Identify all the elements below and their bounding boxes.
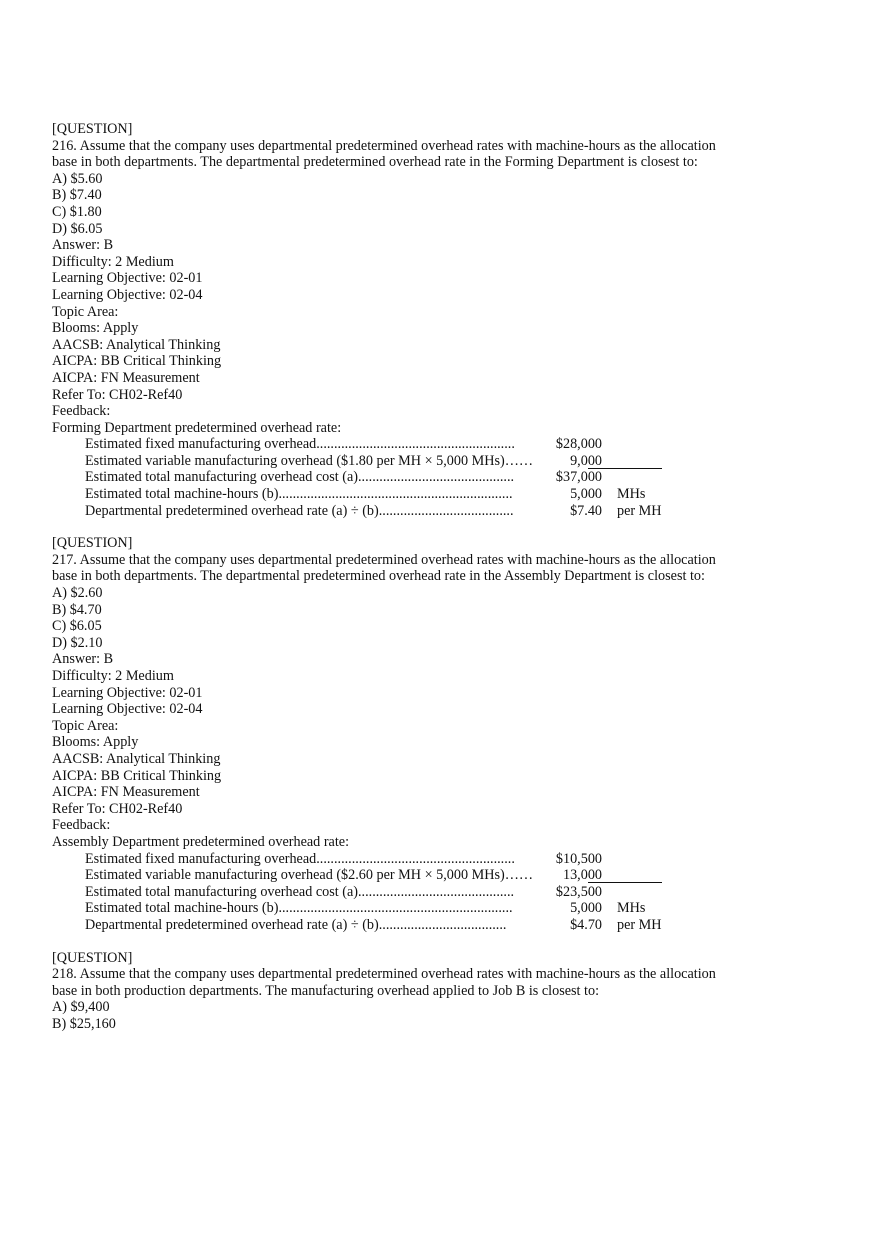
calc-desc: Estimated total manufacturing overhead cost (a)............................................ xyxy=(85,469,515,486)
feedback-title: Assembly Department predetermined overhead rate: xyxy=(52,833,350,850)
calc-unit: MHs xyxy=(617,900,646,917)
aacsb: AACSB: Analytical Thinking xyxy=(52,750,221,767)
calc-row xyxy=(52,469,742,486)
question-tag: [QUESTION] xyxy=(52,535,133,552)
calc-desc: Estimated fixed manufacturing overhead........................................................ xyxy=(85,436,515,453)
option-b: B) $7.40 xyxy=(52,187,102,204)
option-a: A) $2.60 xyxy=(52,585,103,602)
calc-desc: Estimated total manufacturing overhead cost (a)............................................ xyxy=(85,883,515,900)
calc-row xyxy=(52,486,742,503)
calc-unit: per MH xyxy=(617,502,662,519)
calc-desc: Departmental predetermined overhead rate (a) ÷ (b)...................................... xyxy=(85,502,514,519)
question-tag: [QUESTION] xyxy=(52,949,133,966)
feedback-title: Forming Department predetermined overhead rate: xyxy=(52,419,342,436)
calc-amount: 9,000 xyxy=(570,452,602,469)
question-stem: 218. Assume that the company uses departmental predetermined overhead rates with machine-hours as the allocation base in both production departments. The manufacturing overhead applied to Job B is closest to: xyxy=(52,966,716,999)
calc-amount: $7.40 xyxy=(570,502,602,519)
feedback-label: Feedback: xyxy=(52,817,111,834)
calc-row xyxy=(52,453,742,470)
calc-row xyxy=(52,884,742,901)
calc-amount: 5,000 xyxy=(570,486,602,503)
calc-amount: $10,500 xyxy=(555,850,602,867)
option-a: A) $9,400 xyxy=(52,999,110,1016)
calc-amount: 5,000 xyxy=(570,900,602,917)
option-d: D) $6.05 xyxy=(52,220,103,237)
calc-row xyxy=(52,851,742,868)
question-stem: 217. Assume that the company uses departmental predetermined overhead rates with machine-hours as the allocation base in both departments. The departmental predetermined overhead rate in the Assembly Department is closest to: xyxy=(52,551,716,585)
aicpa-bb: AICPA: BB Critical Thinking xyxy=(52,353,222,370)
question-stem: 216. Assume that the company uses departmental predetermined overhead rates with machine-hours as the allocation base in both departments. The departmental predetermined overhead rate in the Forming Department is closest to: xyxy=(52,137,716,171)
calc-desc: Estimated total machine-hours (b).................................................................. xyxy=(85,486,513,503)
calc-desc: Estimated variable manufacturing overhead ($1.80 per MH × 5,000 MHs)…… xyxy=(85,452,534,469)
refer-to: Refer To: CH02-Ref40 xyxy=(52,800,183,817)
refer-to: Refer To: CH02-Ref40 xyxy=(52,386,183,403)
feedback-label: Feedback: xyxy=(52,403,111,420)
option-c: C) $1.80 xyxy=(52,203,102,220)
question-217 xyxy=(52,535,742,933)
option-b: B) $4.70 xyxy=(52,601,102,618)
calc-desc: Estimated fixed manufacturing overhead........................................................ xyxy=(85,850,515,867)
calc-row xyxy=(52,503,742,520)
blooms: Blooms: Apply xyxy=(52,320,139,337)
option-a: A) $5.60 xyxy=(52,170,103,187)
option-c: C) $6.05 xyxy=(52,618,102,635)
calc-unit: MHs xyxy=(617,486,646,503)
learning-objective: Learning Objective: 02-04 xyxy=(52,286,203,303)
aacsb: AACSB: Analytical Thinking xyxy=(52,336,221,353)
calc-unit: per MH xyxy=(617,916,662,933)
option-d: D) $2.10 xyxy=(52,634,103,651)
answer: Answer: B xyxy=(52,651,114,668)
calculation-table xyxy=(52,851,742,934)
calc-amount: $23,500 xyxy=(555,883,602,900)
calc-amount: $37,000 xyxy=(555,469,602,486)
document-page xyxy=(52,121,742,1032)
calc-desc: Departmental predetermined overhead rate (a) ÷ (b).................................... xyxy=(85,916,507,933)
answer: Answer: B xyxy=(52,237,114,254)
calc-row xyxy=(52,900,742,917)
learning-objective: Learning Objective: 02-04 xyxy=(52,701,203,718)
learning-objective: Learning Objective: 02-01 xyxy=(52,684,203,701)
topic-area: Topic Area: xyxy=(52,303,119,320)
calc-row xyxy=(52,436,742,453)
calc-row xyxy=(52,867,742,884)
aicpa-bb: AICPA: BB Critical Thinking xyxy=(52,767,222,784)
difficulty: Difficulty: 2 Medium xyxy=(52,253,174,270)
calculation-table xyxy=(52,436,742,519)
calc-desc: Estimated variable manufacturing overhead ($2.60 per MH × 5,000 MHs)…… xyxy=(85,867,534,884)
difficulty: Difficulty: 2 Medium xyxy=(52,668,174,684)
calc-amount: 13,000 xyxy=(562,867,602,884)
aicpa-fn: AICPA: FN Measurement xyxy=(52,784,200,801)
calc-amount: $4.70 xyxy=(570,916,602,933)
blooms: Blooms: Apply xyxy=(52,734,139,751)
question-tag: [QUESTION] xyxy=(52,121,133,137)
calc-desc: Estimated total machine-hours (b).................................................................. xyxy=(85,900,513,917)
option-b: B) $25,160 xyxy=(52,1015,116,1032)
question-218 xyxy=(52,950,742,1033)
question-216 xyxy=(52,121,742,519)
calc-row xyxy=(52,917,742,934)
aicpa-fn: AICPA: FN Measurement xyxy=(52,369,200,386)
topic-area: Topic Area: xyxy=(52,717,119,734)
learning-objective: Learning Objective: 02-01 xyxy=(52,270,203,287)
calc-amount: $28,000 xyxy=(555,436,602,453)
